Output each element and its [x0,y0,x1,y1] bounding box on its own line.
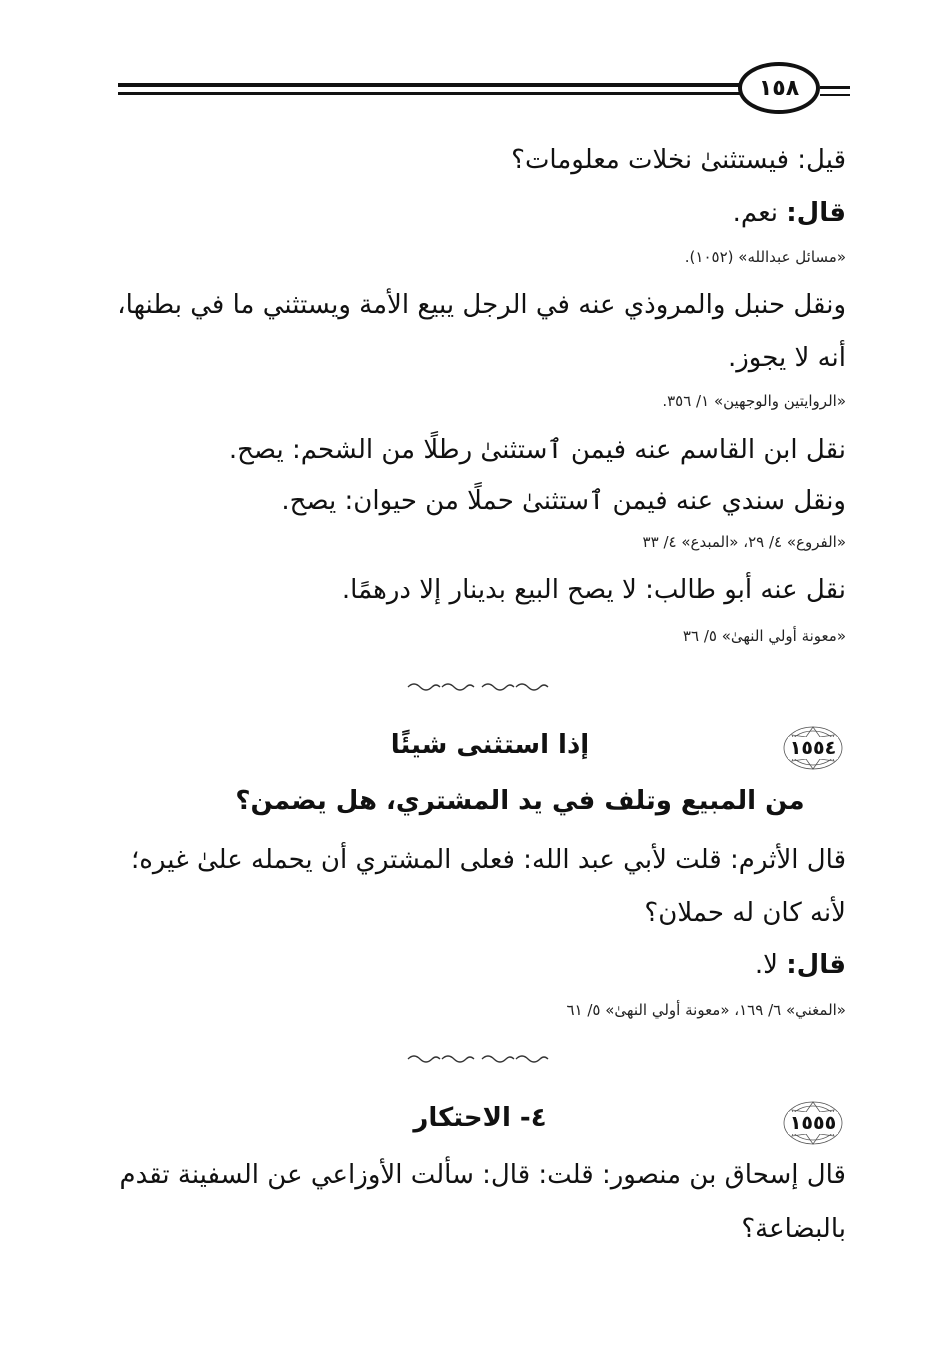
paragraph-line: لأنه كان له حملان؟ [644,898,846,928]
paragraph-line: ونقل حنبل والمروذي عنه في الرجل يبيع الأمة ويستثني ما في بطنها، [117,290,846,320]
paragraph-line: أنه لا يجوز. [727,343,846,373]
paragraph-line: نقل عنه أبو طالب: لا يصح البيع بدينار إلا درهمًا. [341,575,846,605]
citation: «مسائل عبدالله» (١٠٥٢). [684,248,846,266]
section-title: ٤- الاحتكار [413,1103,547,1133]
page-number: ١٥٨ [738,62,820,114]
answer-text: نعم. [732,198,778,228]
citation: «معونة أولي النهىٰ» ٥/ ٣٦ [682,627,846,645]
ornament-divider [398,680,558,694]
header-rule [820,94,850,96]
entry-number: ١٥٥٥ [789,1112,837,1134]
answer-label: قال: [786,198,846,228]
citation: «الروايتين والوجهين» ١/ ٣٥٦. [662,392,846,410]
paragraph-line: بالبضاعة؟ [741,1214,846,1244]
paragraph-line: ونقل سندي عنه فيمن ٱستثنىٰ حملًا من حيوان: يصح. [281,486,846,516]
section-title: إذا استثنى شيئًا [390,730,590,760]
paragraph-line: قال إسحاق بن منصور: قلت: قال: سألت الأوزاعي عن السفينة تقدم [119,1160,846,1190]
header-rule [820,86,850,89]
answer-line [733,198,846,228]
ornament-divider [398,1052,558,1066]
header-rule [118,92,740,95]
answer-label: قال: [786,950,846,980]
paragraph-line: قال الأثرم: قلت لأبي عبد الله: فعلى المشتري أن يحمله علىٰ غيره؛ [131,845,846,875]
citation: «المغني» ٦/ ١٦٩، «معونة أولي النهىٰ» ٥/ ٦١ [566,1001,846,1019]
paragraph-line: نقل ابن القاسم عنه فيمن ٱستثنىٰ رطلًا من الشحم: يصح. [228,435,846,465]
answer-line [755,950,846,980]
citation: «الفروع» ٤/ ٢٩، «المبدع» ٤/ ٣٣ [642,533,846,551]
question-line: قيل: فيستثنىٰ نخلات معلومات؟ [511,145,846,175]
section-subtitle: من المبيع وتلف في يد المشتري، هل يضمن؟ [235,786,805,816]
header-rule [118,83,740,87]
entry-number: ١٥٥٤ [789,737,837,759]
answer-text: لا. [754,950,778,980]
entry-number-badge [782,1100,844,1146]
entry-number-badge [782,725,844,771]
